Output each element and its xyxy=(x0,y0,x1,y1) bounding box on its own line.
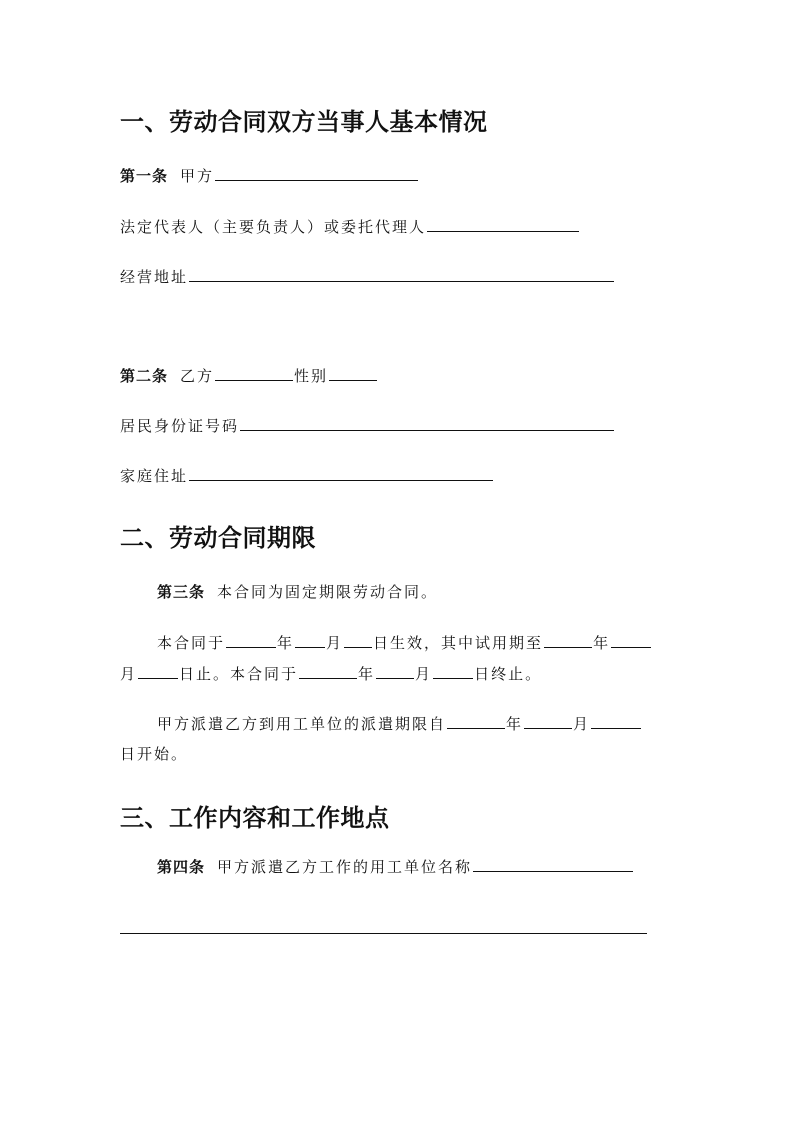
dispatch-line-2 xyxy=(120,743,188,765)
probation-month-label: 月 xyxy=(120,665,138,683)
section-1-title: 一、劳动合同双方当事人基本情况 xyxy=(120,108,488,136)
employer-name-blank[interactable] xyxy=(473,855,633,872)
start-month-blank[interactable] xyxy=(295,631,325,648)
start-year-label: 年 xyxy=(277,634,295,652)
dispatch-month-blank[interactable] xyxy=(524,712,572,729)
article-1-label: 第一条 xyxy=(120,167,169,185)
probation-year-label: 年 xyxy=(593,634,611,652)
dispatch-month-label: 月 xyxy=(573,715,591,733)
home-address-blank[interactable] xyxy=(189,464,493,481)
legal-rep-blank[interactable] xyxy=(427,215,579,232)
article-3-label: 第三条 xyxy=(157,583,206,601)
employer-name-continuation-blank[interactable] xyxy=(120,933,647,934)
probation-year-blank[interactable] xyxy=(544,631,592,648)
dispatch-line-1 xyxy=(157,712,642,734)
start-month-label: 月 xyxy=(326,634,344,652)
id-number-label: 居民身份证号码 xyxy=(120,417,240,435)
article-2-line xyxy=(120,364,378,386)
probation-day-blank[interactable] xyxy=(138,662,178,679)
home-address-line xyxy=(120,464,494,486)
end-year-label: 年 xyxy=(358,665,376,683)
end-year-blank[interactable] xyxy=(299,662,357,679)
dispatch-year-label: 年 xyxy=(506,715,524,733)
end-day-blank[interactable] xyxy=(433,662,473,679)
probation-month-blank[interactable] xyxy=(611,631,651,648)
term-line-1 xyxy=(157,631,652,653)
article-2-label: 第二条 xyxy=(120,367,169,385)
dispatch-start-text: 日开始。 xyxy=(120,745,189,763)
start-year-blank[interactable] xyxy=(226,631,276,648)
article-4-label: 第四条 xyxy=(157,858,206,876)
legal-rep-line xyxy=(120,215,580,237)
section-2-title: 二、劳动合同期限 xyxy=(120,524,316,552)
dispatch-prefix: 甲方派遣乙方到用工单位的派遣期限自 xyxy=(157,715,447,733)
address-line xyxy=(120,265,615,287)
gender-label: 性别 xyxy=(294,367,329,385)
article-1-line xyxy=(120,164,419,186)
party-b-label: 乙方 xyxy=(180,367,215,385)
id-number-blank[interactable] xyxy=(240,414,614,431)
start-day-blank[interactable] xyxy=(344,631,372,648)
dispatch-day-blank[interactable] xyxy=(591,712,641,729)
term-line-2 xyxy=(120,662,542,684)
address-label: 经营地址 xyxy=(120,268,189,286)
address-blank[interactable] xyxy=(189,265,614,282)
term-effective-text: 日生效，其中试用期至 xyxy=(373,634,544,652)
legal-rep-label: 法定代表人（主要负责人）或委托代理人 xyxy=(120,218,427,236)
term-start-prefix: 本合同于 xyxy=(157,634,226,652)
party-b-blank[interactable] xyxy=(215,364,293,381)
party-a-blank[interactable] xyxy=(215,164,418,181)
article-4-text: 甲方派遣乙方工作的用工单位名称 xyxy=(217,858,473,876)
article-3-line xyxy=(157,581,438,603)
gender-blank[interactable] xyxy=(329,364,377,381)
article-3-text: 本合同为固定期限劳动合同。 xyxy=(217,583,439,601)
party-a-label: 甲方 xyxy=(180,167,215,185)
section-3-title: 三、工作内容和工作地点 xyxy=(120,804,390,832)
end-month-blank[interactable] xyxy=(376,662,414,679)
term-end-text: 日止。本合同于 xyxy=(179,665,299,683)
id-number-line xyxy=(120,414,615,436)
dispatch-year-blank[interactable] xyxy=(447,712,505,729)
article-4-line xyxy=(157,855,634,877)
term-terminate-text: 日终止。 xyxy=(474,665,543,683)
end-month-label: 月 xyxy=(415,665,433,683)
home-address-label: 家庭住址 xyxy=(120,467,189,485)
